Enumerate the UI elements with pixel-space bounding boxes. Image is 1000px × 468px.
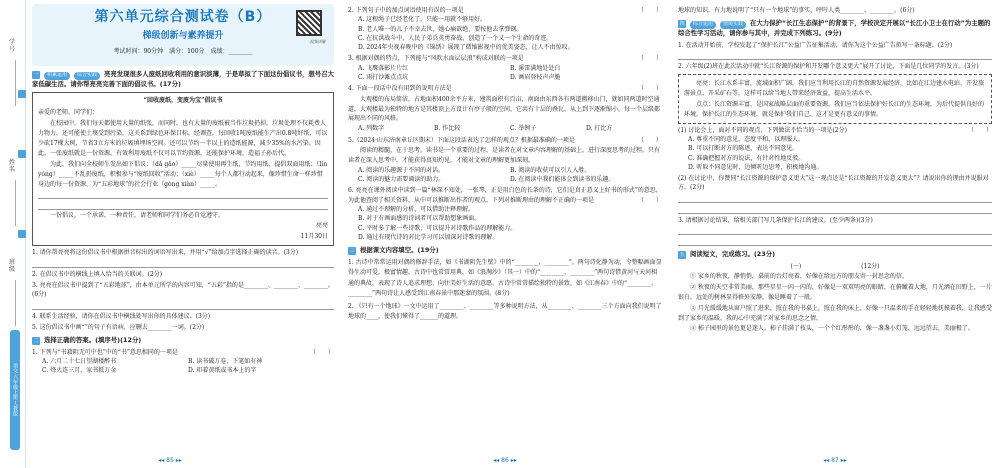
option[interactable]: D. 听取不同意见时，边倾听边思考，积极地沟通。: [688, 163, 823, 171]
proposal-box: [32, 92, 334, 246]
margin-mark: [18, 230, 26, 238]
answer-line[interactable]: [38, 200, 328, 210]
test-subtitle: 梯级创新与素养提升: [142, 31, 224, 41]
section-1-title: 一 积累运用 综合实践 亮亮发现很多人废纸回收利用的意识淡薄，于是草拟了下面这份倡议书，想号召大家低碳生活。请你帮亮亮完善下面的倡议书。(17分): [32, 70, 334, 88]
option[interactable]: A. 通过不理解的分析，可以借助注释理解。: [358, 205, 475, 213]
option[interactable]: C. 雨打沙滩点点坑: [358, 74, 409, 82]
option[interactable]: C. 平时多了解一些诗歌，可以提升对诗歌作品的理解能力。: [358, 224, 517, 232]
question: 4. 下面一段话中没有用到的说明方法是 （ ）: [348, 85, 662, 93]
option[interactable]: D. 画眉登枝声声脆: [510, 74, 561, 82]
page-number: ◂◂ 87 ▸▸: [823, 457, 847, 464]
option[interactable]: C. 举例子: [510, 125, 537, 133]
option[interactable]: D. 在阅读中我们能体会到读书的乐趣。: [510, 176, 615, 184]
option[interactable]: B. 可以打断对方的陈述，表达不同意见。: [688, 145, 799, 153]
question: 6. 亮亮在课外阅读中读到一篇“林深不知处，一张琴，正是用白色的长条的诗，它们是真正意义上好书的形式”的意思，为此他查阅了相关资料，从中可以推断出作者的观点。下列对推断理由的理解不正确的一项是 （ ）: [348, 187, 662, 204]
reading-passage: 大观楼的布局简洁，占地面积400余平方米，建筑面积有百亩，南面由东西各有两道搬移山门，就如同两道时空通道，大观楼最为独特的地方是其楼顶上方设计有亭子般的空间，它共有十层的叠瓦，从上到下逐渐缩小，每一个层级都展现出不同的风格。: [348, 95, 661, 123]
binding-margin: [0, 0, 26, 468]
section-number-icon: 二: [33, 338, 39, 345]
answer-line[interactable]: [678, 236, 992, 246]
question: 5.（2024·山东济南章丘区期末）下面这段话表达了怎样的观点？根据最准确的一项是 （ ）: [348, 136, 662, 144]
question: 2. 在倡议书中的横线上填入恰当的关联词。(2分): [32, 270, 163, 278]
question: 4. 联系生活经验，请你在倡议书中横线处写出你的具体建议。(3分): [32, 312, 211, 320]
option[interactable]: C. 准确把握对方的说法，有针对性地反驳。: [688, 154, 805, 162]
section-4-title: 四 综合运用 情境实践 在大力保护“长江生态保护”的背景下，学校决定开展以“长江小卫士在行动”为主题的综合性学习活动，请你参与其中，并完成下列练习。(9分): [678, 19, 991, 37]
option[interactable]: B. 阅读的收获可以引人入胜。: [510, 166, 591, 174]
margin-line: [8, 280, 16, 326]
discussion-box: [678, 74, 992, 124]
page-number: ◂◂ 85 ▸▸: [158, 457, 182, 464]
page-86: [340, 0, 670, 468]
reading-passage: ② 秋夜的天空非常美丽，那些星星一闪一闪的，好像是一双双明亮的眼睛，在俯瞰着大地，月光洒在田野上，一片银白，远处的树林显得格外安静，像是睡着了一般。: [678, 283, 992, 301]
answer-line[interactable]: [678, 50, 992, 60]
reading-passage: ④ 柿子园里的景色更是迷人。柿子挂满了枝头，一个个红彤彤的，像一盏盏小灯笼，远远望去，美丽极了。: [690, 325, 974, 333]
proposal-signature: 亮亮: [315, 222, 328, 230]
answer-line[interactable]: [678, 193, 992, 203]
options: [348, 124, 662, 133]
proposal-greeting: 亲爱的老师、同学们：: [38, 108, 99, 116]
page-content: [678, 4, 992, 334]
section-badge: 综合运用: [690, 21, 716, 29]
passage-subheading: (一) (12分): [790, 262, 880, 270]
section-number-icon: 五: [679, 252, 685, 259]
discussion-text: 亮亮：长江水系丰富，流域面积广阔，我们应当利用长江的自然资源发展经济，比如在江边建水电站、开发旅游景点、开采矿石等，这样可以给当地人带来经济效益，提高生活水平。: [684, 80, 985, 97]
option[interactable]: C. 在抗洪战斗中，人民子弟兵英勇奋战，创造了一个又一个生命的奇迹。: [358, 34, 553, 42]
question: 2. 下列句子中的加点词语使用有误的一项是 （ ）: [348, 7, 662, 14]
option[interactable]: D. 印着黄纸或书本上的字: [188, 367, 257, 375]
qr-caption: 视频讲解: [310, 39, 326, 44]
discussion-text: 点点：长江资源丰富，是国家战略层面的重要资源，我们应当依法保护好长江的生态环境，为后代提供良好的环境。保护长江的生态环境，就是保护我们自己，这才是更有意义的事情。: [684, 100, 985, 118]
question: (1) 讨论会上，面对不同的观点，下列做法不恰当的一项是(2分) （ ）: [678, 126, 992, 134]
question: 1. 请你帮亮亮将这份倡议书中根据拼音标出的词语写出来，并用“√”给加点字选择正确的读音。(3分): [32, 249, 299, 257]
page-number: ◂◂ 86 ▸▸: [493, 457, 517, 464]
question: 5. 这份倡议书中画“”的句子有语病，应删去________一词。(2分): [32, 323, 205, 331]
options: [678, 135, 992, 172]
option[interactable]: A. 这根绳子已经老化了，只能一用就不够用好。: [358, 16, 487, 24]
margin-mark: [18, 150, 26, 158]
options: [348, 15, 662, 52]
section-number-icon: 四: [679, 21, 685, 28]
option[interactable]: A. 六月二十七日望湖楼醉书: [42, 358, 117, 366]
option[interactable]: B. 老人唯一的儿子不幸去世，她心痛欲绝，要按他去拿弹钢。: [358, 25, 523, 33]
section-number-icon: 三: [349, 248, 355, 255]
question: 1. 在活动开始前，学校发起了“保护长江”公益广告征集活动，请你为这个公益广告拟写一条标题。(2分): [678, 41, 953, 49]
section-5-title: 五 阅读短文，完成练习。(23分): [679, 250, 775, 259]
question-continued: 地球的知识，有力地说明了“只有一个地球”的事实，呼吁人类________，________。(6分): [678, 7, 915, 14]
section-badge: 综合实践: [74, 72, 100, 80]
section-2-title: 二 选择正确的答案。(填序号)(12分): [33, 336, 142, 345]
option[interactable]: D. 打比方: [586, 125, 613, 133]
page-content: [348, 4, 662, 323]
page-87: [670, 0, 1000, 468]
question: 3. 亮亮在倡议书中提到了“五彩地球”，由本单元所学的内容可知，“五彩”指的是________、________、________。(6分): [32, 281, 334, 299]
option[interactable]: A. 尊重不同的意见，态度平和，以理服人。: [688, 135, 805, 143]
section-3-title: 三 根据课文内容填空。(19分): [349, 246, 439, 255]
question: (2) 在讨论中，你赞同“长江资源的保护意义更大”这一观点还是“长江资源的开发意义更大”？请说出你的理由并说服对方。(2分): [678, 175, 989, 192]
margin-label-class: 班级: [9, 259, 16, 273]
question: 2. 《只有一个地球》一文中运用了________、________等多种说明方法，从________、________三个方面向我们说明了地球的____，使我们懂得了______的道理。: [348, 302, 662, 321]
answer-line[interactable]: [32, 300, 334, 310]
section-badge: 情境实践: [720, 21, 746, 29]
question: 3. 请根据讨论结果，给相关部门写几条保护长江的建议。(至少两条)(3分): [678, 216, 873, 224]
answer-line[interactable]: [32, 258, 334, 268]
options: [348, 205, 662, 242]
option[interactable]: D. 2024年央视春晚中的《锦绣》展现了微缩影视中的优美姿态，让人不由惊叹。: [358, 44, 574, 52]
section-number-icon: 一: [33, 72, 39, 78]
reading-passage: ① 家乡的秋夜，静悄悄，桌前的台灯亮着，好像在给远方的朋友寄一封思念的信。: [690, 272, 908, 280]
proposal-paragraph: 为此，我们向全校师生发出如下倡议：（dǎ gǎo）_____尽量使用再生纸，节约用纸，提倡双面用纸；（lín yóng）_____不乱扔废纸，积极参与“废纸回收”活动；（xiè）_____每个人都行动起来，像珍惜生命一样珍惜身边的每一份资源，为“五彩地球”的社会行业（gòng xiàn）_____。: [38, 160, 328, 188]
option[interactable]: B. 溪雷满地处处白: [510, 64, 561, 72]
section-badge: 积累运用: [44, 72, 70, 80]
margin-line: [8, 60, 16, 106]
option[interactable]: A. 飞鹰落影片片红: [358, 64, 409, 72]
option[interactable]: A. 列数字: [358, 125, 385, 133]
test-title: 第六单元综合测试卷（B）: [94, 9, 272, 25]
margin-label-name: 姓名: [9, 159, 16, 173]
margin-label-student-id: 学号: [9, 39, 16, 53]
proposal-title: “回收废纸，变废为宝”倡议书: [143, 97, 223, 105]
page-content: [32, 4, 334, 376]
options: [348, 166, 662, 185]
question: 2. 六年级(2)班在此次活动中就“长江资源的保护和开发哪个意义更大”展开了讨论，下面是几位同学的发言。(3分): [678, 62, 979, 70]
question: 3. 根据对偶的特点，下列能与“风吹水面层层浪”构成对联的一项是 （ ）: [348, 55, 662, 63]
test-info: 考试时间：90分钟 满分：100分 成绩：________: [113, 47, 253, 55]
proposal-date: 11月30日: [300, 232, 328, 240]
options: [348, 64, 662, 83]
reading-passage: 阅读的精髓，在于思考。读书是一个重要的过程，是读者在对文章内容理解的基础上，进行深度思考的过程。只有读者在深入思考中，才能获得真知灼见，才能对文章的理解更加深刻。: [348, 146, 661, 164]
option[interactable]: C. 阅读的魅力需要诵读的助力。: [358, 176, 445, 184]
answer-line[interactable]: [38, 189, 328, 199]
question: 1. 古诗中常常运用对偶的修辞手法，如《书湖阴先生壁》中的“________，________”。两句诗化静为动，令整幅画面显得生动可爱，极富情趣。古诗中也常常用典，如《浪淘沙》（其一）中的“________，________”两句诗借黄河与天河相通的典故，表现了诗人追求理想、向往美好生活的意愿。古诗中常常描绘独特的景致，如《江南春》中的“________，________”两句诗让人感受到江南春景中那迷蒙的氛围。(8分): [348, 258, 662, 298]
qr-code-icon[interactable]: [296, 10, 322, 36]
answer-line[interactable]: [678, 225, 992, 235]
options: [32, 357, 334, 376]
proposal-paragraph: 一份倡议，一个承诺，一种责任，请老师和同学们务必自觉遵守。: [50, 212, 225, 220]
test-header: [32, 4, 334, 66]
reading-passage: ③ 月光缓缓地从窗户照了进来，照在我的书桌上，照在我的床上，好像一只温柔的手在轻轻地抚摸着我，让我感受到了家乡的温暖，我的心中充满了对家乡的思念之情。: [678, 304, 992, 322]
margin-mark: [18, 90, 26, 98]
proposal-paragraph: 在校园中，我们每天都使用大量的纸张，而同时，也有大量的废纸被当作垃圾扔掉。垃圾处理不仅耗费人力物力，还可能使土壤受到污染，这关系到绿色环保目标。经调查，每回收1吨废纸能生产出0.8吨好纸，可以少砍17棵大树，节省3立方米的垃圾填埋场空间。还可以节约一半以上的造纸能源，减少35%的水污染。因此，一张废纸就是一份资源，有效利用废纸不仅可以节约资源，还能保护环境，造福子孙后代。: [38, 120, 328, 157]
option[interactable]: B. 对于有画面感的诗词者可以帮助想象画面。: [358, 215, 481, 223]
margin-band: 语文·六年级上册 人教版: [10, 330, 20, 450]
option[interactable]: A. 阅读的乐趣源于不同的对话。: [358, 166, 445, 174]
margin-line: [8, 180, 16, 226]
option[interactable]: C. 烽火连三月，家书抵万金: [42, 367, 117, 375]
option[interactable]: B. 作比较: [434, 125, 461, 133]
page-85: [0, 0, 340, 468]
answer-line[interactable]: [678, 204, 992, 214]
question: 1. 下列与“书籍阴无可中也”中的“书”意思相同的一项是 （ ）: [32, 348, 334, 356]
option[interactable]: D. 通过有现代诗的对比学习可以加深对诗歌的理解。: [358, 233, 499, 241]
option[interactable]: B. 读书破万卷，下笔如有神: [188, 358, 263, 366]
